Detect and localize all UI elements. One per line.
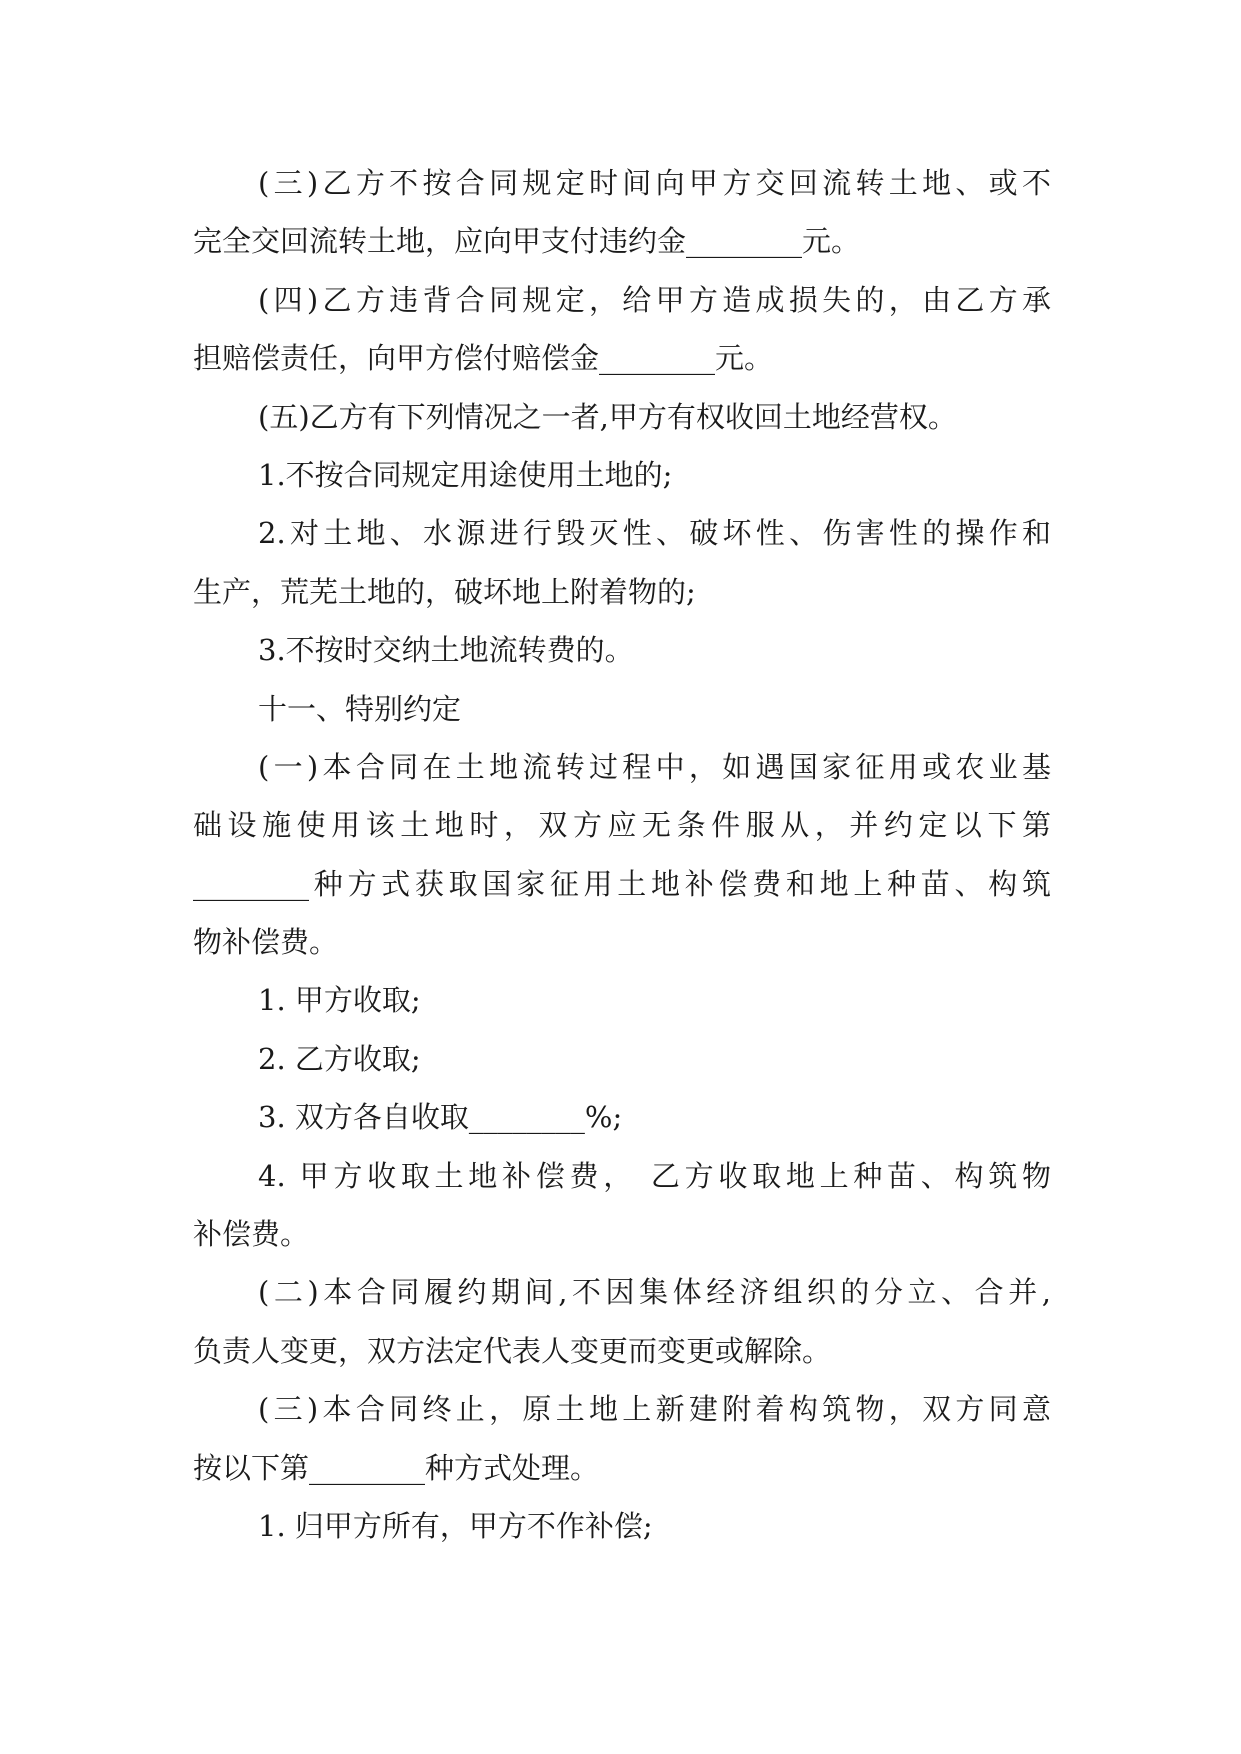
list-item: 3. 双方各自收取________%;	[258, 1100, 623, 1135]
section-heading: 十一、特别约定	[258, 691, 462, 726]
list-item: 4. 甲方收取土地补偿费， 乙方收取地上种苗、构筑物	[258, 1158, 1051, 1193]
list-item: 1. 归甲方所有，甲方不作补偿;	[258, 1508, 653, 1543]
text-line: 础设施使用该土地时，双方应无条件服从，并约定以下第	[193, 808, 1051, 843]
text-line: (五)乙方有下列情况之一者,甲方有权收回土地经营权。	[258, 399, 957, 434]
text-line: 完全交回流转土地，应向甲支付违约金________元。	[193, 224, 861, 259]
list-item: 1. 甲方收取;	[258, 983, 421, 1018]
text-line: 按以下第________种方式处理。	[193, 1450, 600, 1485]
text-line: (二)本合同履约期间,不因集体经济组织的分立、合并,	[258, 1275, 1051, 1310]
text-line: 3.不按时交纳土地流转费的。	[258, 633, 634, 668]
text-line: (四)乙方违背合同规定，给甲方造成损失的，由乙方承	[258, 282, 1051, 317]
text-line: (三)乙方不按合同规定时间向甲方交回流转土地、或不	[258, 166, 1051, 200]
list-item: 2. 乙方收取;	[258, 1041, 421, 1076]
text-line: 负责人变更，双方法定代表人变更而变更或解除。	[193, 1333, 832, 1368]
text-line: 2.对土地、水源进行毁灭性、破坏性、伤害性的操作和	[258, 516, 1051, 551]
text-line: (三)本合同终止，原土地上新建附着构筑物，双方同意	[258, 1392, 1051, 1427]
contract-text-body	[193, 154, 1051, 1555]
text-line: (一)本合同在土地流转过程中，如遇国家征用或农业基	[258, 749, 1051, 784]
text-line: 补偿费。	[193, 1217, 310, 1252]
text-line: 1.不按合同规定用途使用土地的;	[258, 457, 673, 492]
text-line: 生产，荒芜土地的，破坏地上附着物的;	[193, 574, 696, 609]
text-line: ________种方式获取国家征用土地补偿费和地上种苗、构筑	[193, 866, 1051, 901]
text-line: 担赔偿责任，向甲方偿付赔偿金________元。	[193, 341, 774, 376]
text-line: 物补偿费。	[193, 925, 339, 960]
